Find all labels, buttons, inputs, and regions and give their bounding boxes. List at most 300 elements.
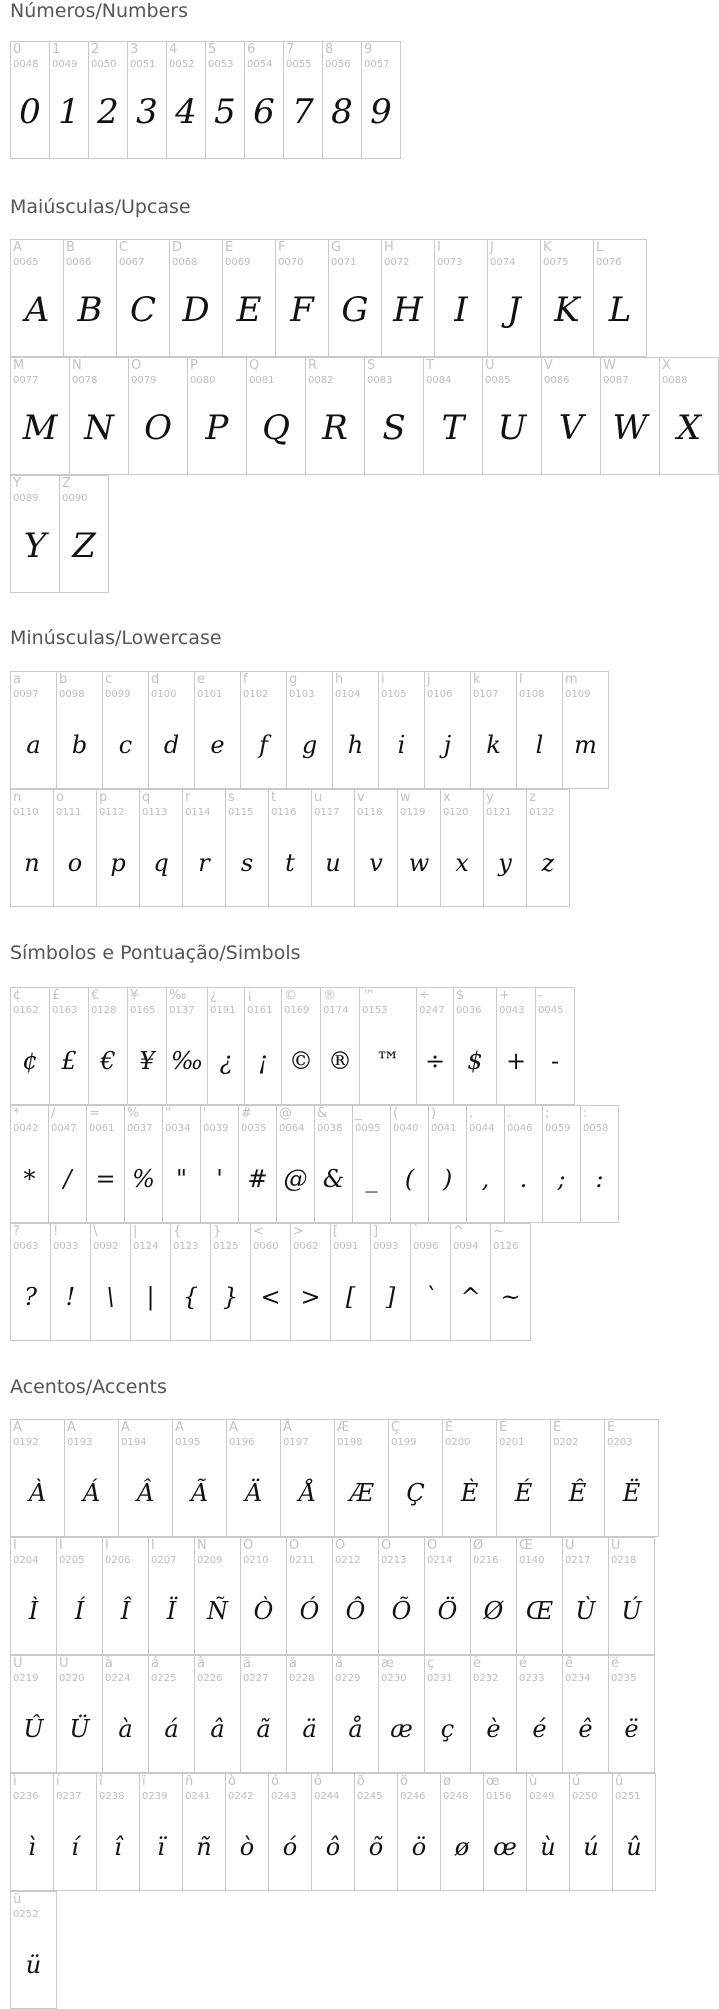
glyph-code: 0116 [271,807,297,818]
glyph-cell-0071 [328,239,382,357]
glyph-code: 0104 [335,689,361,700]
glyph-preview: : [595,1165,604,1193]
glyph-cell-0232 [470,1655,517,1773]
glyph-label: M [13,358,25,373]
section-title-maiusculas-upcase: Maiúsculas/Upcase [10,196,191,218]
glyph-label: é [519,1656,527,1671]
glyph-code: 0053 [208,59,234,70]
glyph-code: 0056 [325,59,351,70]
glyph-label: f [243,672,248,687]
glyph-code: 0076 [596,257,622,268]
glyph-preview: Ò [253,1597,274,1625]
glyph-label: j [427,672,431,687]
glyph-preview: Í [74,1597,85,1625]
glyph-preview: u [325,849,341,877]
glyph-cell-0100 [148,671,195,789]
glyph-code: 0106 [427,689,453,700]
glyph-label: õ [357,1774,365,1789]
glyph-code: 0081 [249,375,275,386]
glyph-cell-0052 [166,41,206,159]
glyph-code: 0095 [355,1123,381,1134]
glyph-cell-0245 [354,1773,398,1891]
glyph-label: ` [413,1224,420,1239]
glyph-preview: ( [404,1165,415,1193]
glyph-cell-0073 [434,239,488,357]
glyph-code: 0162 [13,1005,39,1016]
glyph-code: 0161 [247,1005,273,1016]
glyph-code: 0233 [519,1673,545,1684]
glyph-preview: ; [557,1165,566,1193]
glyph-preview: d [163,731,180,759]
glyph-preview: a [26,731,41,759]
glyph-cell-0126 [490,1223,531,1341]
glyph-code: 0091 [333,1241,359,1252]
glyph-preview: à [118,1715,133,1743]
glyph-preview: Á [82,1479,101,1507]
glyph-cell-0099 [102,671,149,789]
glyph-label: å [335,1656,343,1671]
glyph-cell-0088 [659,357,719,475]
glyph-preview: % [132,1165,155,1193]
glyph-code: 0228 [289,1673,315,1684]
glyph-preview: ) [442,1165,453,1193]
glyph-code: 0197 [283,1437,309,1448]
glyph-code: 0074 [490,257,516,268]
glyph-code: 0044 [469,1123,495,1134]
glyph-code: 0088 [662,375,688,386]
glyph-preview: D [182,290,210,330]
glyph-label: n [13,790,22,805]
glyph-cell-0233 [516,1655,563,1773]
glyph-label: u [314,790,323,805]
glyph-cell-0250 [569,1773,613,1891]
glyph-code: 0060 [253,1241,279,1252]
glyph-cell-0209 [194,1537,241,1655]
glyph-cell-0161 [244,987,282,1105]
glyph-cell-0234 [562,1655,609,1773]
glyph-preview: i [397,731,406,759]
glyph-preview: y [498,849,512,877]
glyph-label: ù [529,1774,538,1789]
glyph-code: 0057 [364,59,390,70]
glyph-preview: j [443,731,452,759]
glyph-code: 0248 [443,1791,469,1802]
glyph-code: 0201 [499,1437,525,1448]
glyph-code: 0036 [456,1005,482,1016]
glyph-preview: $ [467,1047,483,1075]
glyph-label: Z [62,476,71,491]
glyph-code: 0080 [190,375,216,386]
glyph-preview: ã [256,1715,271,1743]
glyph-label: U [485,358,495,373]
glyph-preview: Ä [244,1479,263,1507]
glyph-preview: ¿ [219,1047,233,1075]
glyph-cell-0238 [96,1773,140,1891]
glyph-cell-0058 [580,1105,619,1223]
glyph-label: , [469,1106,474,1121]
glyph-label: ! [53,1224,59,1239]
glyph-code: 0213 [381,1555,407,1566]
glyph-code: 0039 [203,1123,229,1134]
glyph-preview: Û [23,1715,44,1743]
glyph-label: Ú [611,1538,621,1553]
glyph-cell-0097 [10,671,57,789]
glyph-label: î [99,1774,103,1789]
glyph-label: F [278,240,286,255]
glyph-label: } [213,1224,222,1239]
glyph-cell-0043 [496,987,536,1105]
glyph-code: 0153 [362,1005,388,1016]
glyph-label: e [197,672,205,687]
glyph-label: > [293,1224,304,1239]
glyph-preview: 8 [331,92,353,132]
glyph-preview: w [408,849,430,877]
glyph-preview: " [175,1165,188,1193]
glyph-label: r [185,790,191,805]
glyph-cell-0128 [88,987,128,1105]
glyph-code: 0125 [213,1241,239,1252]
glyph-label: " [165,1106,171,1121]
glyph-code: 0111 [56,807,82,818]
glyph-cell-0084 [423,357,483,475]
glyph-label: a [13,672,21,687]
glyph-preview: Å [298,1479,317,1507]
glyph-cell-0219 [10,1655,57,1773]
glyph-code: 0217 [565,1555,591,1566]
glyph-label: Ö [427,1538,438,1553]
glyph-cell-0196 [226,1419,281,1537]
glyph-cell-0156 [483,1773,527,1891]
glyph-preview: ` [424,1283,437,1311]
glyph-preview: ò [239,1833,255,1861]
glyph-preview: k [486,731,501,759]
glyph-cell-0114 [182,789,226,907]
glyph-cell-0069 [222,239,276,357]
glyph-code: 0137 [169,1005,195,1016]
glyph-preview: Ù [575,1597,596,1625]
glyph-code: 0084 [426,375,452,386]
glyph-label: û [615,1774,624,1789]
glyph-code: 0061 [89,1123,115,1134]
glyph-code: 0140 [519,1555,545,1566]
glyph-code: 0092 [93,1241,119,1252]
glyph-code: 0252 [13,1909,39,1920]
glyph-code: 0193 [67,1437,93,1448]
glyph-preview: Ö [437,1597,458,1625]
glyph-cell-0241 [182,1773,226,1891]
glyph-label: k [473,672,481,687]
glyph-label: Ë [607,1420,616,1435]
glyph-preview: Â [136,1479,155,1507]
glyph-code: 0230 [381,1673,407,1684]
glyph-label: L [596,240,604,255]
glyph-cell-0199 [388,1419,443,1537]
glyph-label: z [529,790,536,805]
glyph-label: $ [456,988,465,1003]
glyph-code: 0226 [197,1673,223,1684]
glyph-preview: v [369,849,383,877]
glyph-preview: r [198,849,210,877]
glyph-code: 0034 [165,1123,191,1134]
glyph-label: H [384,240,394,255]
glyph-preview: ‰ [170,1047,204,1075]
glyph-preview: M [22,408,58,448]
glyph-preview: - [550,1047,560,1075]
glyph-preview: ä [302,1715,317,1743]
glyph-label: \ [93,1224,98,1239]
glyph-preview: 7 [292,92,314,132]
glyph-preview: V [558,408,584,448]
glyph-preview: Ø [483,1597,504,1625]
glyph-label: Ù [565,1538,575,1553]
glyph-preview: m [574,731,597,759]
glyph-preview: Ë [622,1479,641,1507]
glyph-cell-0115 [225,789,269,907]
glyph-preview: ñ [196,1833,212,1861]
glyph-label: ¢ [13,988,22,1003]
glyph-preview: H [393,290,423,330]
glyph-preview: 1 [58,92,80,132]
glyph-preview: N [84,408,114,448]
glyph-preview: ë [624,1715,639,1743]
glyph-cell-0085 [482,357,542,475]
glyph-label: È [445,1420,454,1435]
glyph-preview: U [497,408,527,448]
glyph-cell-0035 [238,1105,277,1223]
glyph-preview: T [441,408,465,448]
glyph-cell-0050 [88,41,128,159]
glyph-label: : [583,1106,588,1121]
glyph-cell-0228 [286,1655,333,1773]
glyph-label: 5 [208,42,217,57]
glyph-cell-0247 [416,987,454,1105]
glyph-cell-0207 [148,1537,195,1655]
glyph-cell-0064 [276,1105,315,1223]
glyph-code: 0070 [278,257,304,268]
glyph-label: ÷ [419,988,430,1003]
glyph-cell-0048 [10,41,50,159]
glyph-code: 0086 [544,375,570,386]
glyph-cell-0203 [604,1419,659,1537]
glyph-label: ò [228,1774,236,1789]
glyph-code: 0231 [427,1673,453,1684]
glyph-cell-0068 [169,239,223,357]
glyph-label: Ô [335,1538,346,1553]
glyph-cell-0140 [516,1537,563,1655]
glyph-preview: ó [282,1833,298,1861]
glyph-code: 0121 [486,807,512,818]
glyph-cell-0109 [562,671,609,789]
glyph-label: ì [13,1774,17,1789]
glyph-cell-0165 [127,987,167,1105]
glyph-preview: { [182,1283,199,1311]
glyph-preview: ™ [376,1047,400,1075]
glyph-code: 0245 [357,1791,383,1802]
glyph-code: 0051 [130,59,156,70]
glyph-cell-0062 [290,1223,331,1341]
glyph-cell-0098 [56,671,103,789]
glyph-cell-0191 [207,987,245,1105]
glyph-code: 0087 [603,375,629,386]
glyph-code: 0249 [529,1791,555,1802]
glyph-preview: ì [28,1833,36,1861]
glyph-preview: æ [390,1715,413,1743]
glyph-code: 0156 [486,1791,512,1802]
glyph-label: Õ [381,1538,392,1553]
glyph-label: * [13,1106,20,1121]
glyph-code: 0052 [169,59,195,70]
glyph-label: { [173,1224,182,1239]
glyph-label: Ã [175,1420,184,1435]
section-title-minusculas-lowercase: Minúsculas/Lowercase [10,627,222,649]
glyph-code: 0082 [308,375,334,386]
glyph-label: ä [289,1656,297,1671]
glyph-code: 0038 [317,1123,343,1134]
glyph-label: Ø [473,1538,484,1553]
glyph-code: 0207 [151,1555,177,1566]
glyph-cell-0044 [466,1105,505,1223]
glyph-preview: é [532,1715,547,1743]
glyph-cell-0235 [608,1655,655,1773]
glyph-label: < [253,1224,264,1239]
glyph-label: ú [572,1774,581,1789]
glyph-label: É [499,1420,508,1435]
glyph-label: ‰ [169,988,187,1003]
glyph-preview: * [23,1165,36,1193]
glyph-preview: Õ [391,1597,412,1625]
glyph-preview: ¢ [22,1047,38,1075]
glyph-label: ^ [453,1224,464,1239]
glyph-label: S [367,358,376,373]
glyph-label: ç [427,1656,435,1671]
glyph-code: 0059 [545,1123,571,1134]
glyph-label: Ñ [197,1538,207,1553]
glyph-code: 0108 [519,689,545,700]
glyph-code: 0098 [59,689,85,700]
glyph-label: ¿ [210,988,217,1003]
glyph-label: + [499,988,510,1003]
glyph-cell-0225 [148,1655,195,1773]
glyph-label: g [289,672,298,687]
glyph-preview: È [460,1479,479,1507]
glyph-label: _ [355,1106,362,1121]
glyph-preview: Î [120,1597,131,1625]
glyph-code: 0068 [172,257,198,268]
glyph-cell-0083 [364,357,424,475]
glyph-code: 0097 [13,689,39,700]
glyph-code: 0040 [393,1123,419,1134]
glyph-code: 0227 [243,1673,269,1684]
glyph-cell-0067 [116,239,170,357]
glyph-cell-0230 [378,1655,425,1773]
glyph-label: o [56,790,64,805]
glyph-code: 0054 [247,59,273,70]
glyph-code: 0042 [13,1123,39,1134]
glyph-code: 0212 [335,1555,361,1566]
glyph-label: Ä [229,1420,238,1435]
glyph-code: 0113 [142,807,168,818]
glyph-label: 9 [364,42,373,57]
glyph-preview: ' [216,1165,223,1193]
glyph-code: 0048 [13,59,39,70]
glyph-label: @ [279,1106,292,1121]
glyph-preview: ¥ [139,1047,155,1075]
glyph-cell-0204 [10,1537,57,1655]
glyph-cell-0049 [49,41,89,159]
glyph-preview: Q [262,408,290,448]
glyph-label: ¥ [130,988,139,1003]
glyph-code: 0077 [13,375,39,386]
glyph-preview: F [290,290,314,330]
glyph-code: 0163 [52,1005,78,1016]
glyph-cell-0197 [280,1419,335,1537]
glyph-preview: © [289,1047,313,1075]
glyph-code: 0096 [413,1241,439,1252]
glyph-preview: @ [283,1165,308,1193]
glyph-label: ô [314,1774,322,1789]
glyph-code: 0220 [59,1673,85,1684]
glyph-cell-0061 [86,1105,125,1223]
glyph-code: 0103 [289,689,315,700]
glyph-preview: & [322,1165,345,1193]
glyph-label: 7 [286,42,295,57]
glyph-cell-0063 [10,1223,51,1341]
glyph-cell-0082 [305,357,365,475]
glyph-preview: q [153,849,169,877]
glyph-code: 0225 [151,1673,177,1684]
glyph-label: Ê [553,1420,562,1435]
glyph-cell-0106 [424,671,471,789]
glyph-label: - [538,988,543,1003]
glyph-label: y [486,790,494,805]
glyph-code: 0066 [66,257,92,268]
glyph-code: 0236 [13,1791,39,1802]
glyph-cell-0226 [194,1655,241,1773]
glyph-label: £ [52,988,61,1003]
glyph-cell-0153 [359,987,417,1105]
glyph-preview: Æ [349,1479,374,1507]
glyph-cell-0076 [593,239,647,357]
glyph-cell-0229 [332,1655,379,1773]
glyph-label: Ï [151,1538,155,1553]
glyph-code: 0055 [286,59,312,70]
glyph-cell-0056 [322,41,362,159]
glyph-preview: Ï [166,1597,177,1625]
glyph-preview: = [95,1165,116,1193]
glyph-preview: + [505,1047,527,1075]
glyph-preview: J [507,290,521,330]
glyph-label: Î [105,1538,109,1553]
glyph-preview: 3 [136,92,158,132]
glyph-label: % [127,1106,140,1121]
glyph-preview: X [676,408,702,448]
glyph-label: V [544,358,553,373]
glyph-cell-0074 [487,239,541,357]
glyph-label: 3 [130,42,139,57]
glyph-code: 0043 [499,1005,525,1016]
glyph-code: 0237 [56,1791,82,1802]
glyph-label: ü [13,1892,22,1907]
glyph-label: è [473,1656,481,1671]
glyph-preview: s [240,849,254,877]
glyph-preview: p [110,849,126,877]
glyph-code: 0099 [105,689,131,700]
glyph-label: Ó [289,1538,300,1553]
glyph-preview: R [322,408,348,448]
glyph-preview: É [514,1479,533,1507]
glyph-label: Ì [13,1538,17,1553]
glyph-preview: í [71,1833,79,1861]
